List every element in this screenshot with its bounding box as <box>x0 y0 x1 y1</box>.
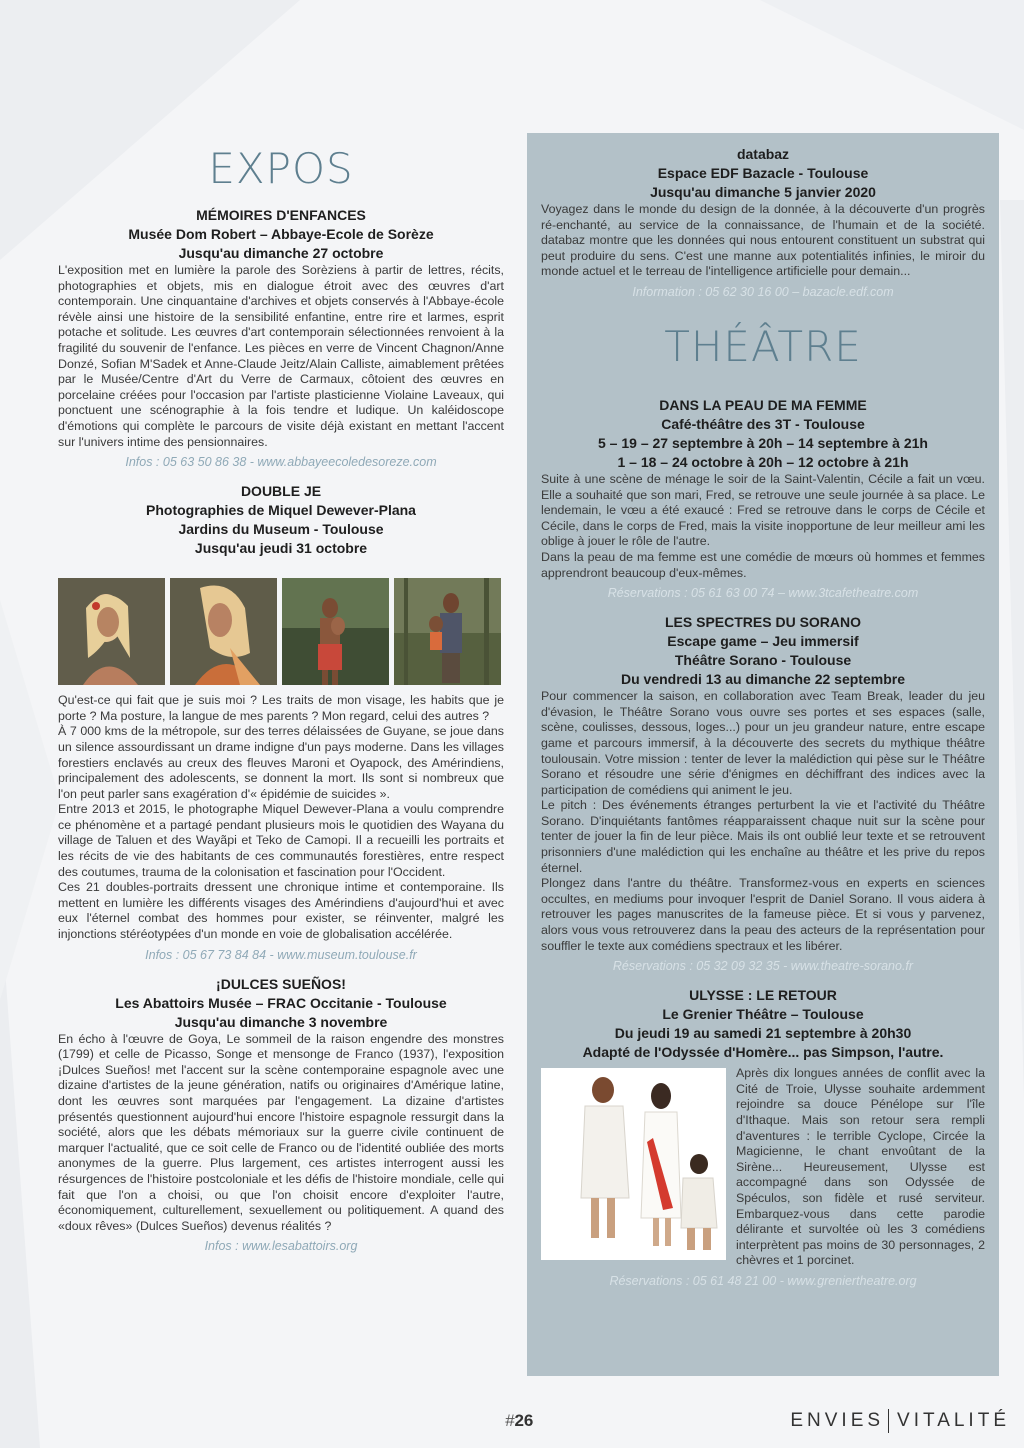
event-date: Du jeudi 19 au samedi 21 septembre à 20h30 <box>614 1025 912 1042</box>
event-databaz <box>541 145 985 300</box>
portrait-photo <box>58 578 165 685</box>
event-date: Jusqu'au dimanche 5 janvier 2020 <box>650 184 876 200</box>
event-dans-la-peau <box>541 396 985 601</box>
event-venue: Espace EDF Bazacle - Toulouse <box>657 165 869 181</box>
event-title: ULYSSE : LE RETOUR <box>689 987 837 1004</box>
paragraph: Après dix longues années de conflit avec la Cité de Troie, Ulysse souhaite ardemment rejoindre sa douce Pénélope sur l'île d'Ithaque. Mais son retour sera rempli d'aventures : le terrible Cyclope, Circée la Magicienne, le chant envoûtant de la Sirène... Heureusement, Ulysse est accompagné dans son Odyssée de Spéculos, son fidèle et rusé serviteur. Embarquez-vous dans cette parodie délirante et survoltée où les 3 comédiens interprètent pas moins de 30 personnages, 2 chèvres et 1 porcinet. <box>736 1066 985 1268</box>
event-title: DOUBLE JE <box>240 483 322 500</box>
event-description <box>58 1032 504 1235</box>
event-description <box>541 472 985 581</box>
portrait-photo <box>282 578 389 685</box>
expos-title: EXPOS <box>208 144 354 193</box>
theatre-title: THÉÂTRE <box>664 321 862 371</box>
page-num: 26 <box>514 1411 534 1430</box>
event-venue: Les Abattoirs Musée – FRAC Occitanie - Toulouse <box>115 994 447 1011</box>
event-subtitle: Photographies de Miquel Dewever-Plana <box>146 502 416 519</box>
event-subtitle: Escape game – Jeu immersif <box>667 633 859 650</box>
event-description <box>58 263 504 450</box>
paragraph: À 7 000 kms de la métropole, sur des terres délaissées de Guyane, se joue dans un silence assourdissant un drame indigne d'un pays moderne. Dans les villages forestiers enclavés au creux des fleuves Maroni et Oyapock, des Amérindiens, principalement des adolescents, se donnent la mort. Ils sont si nombreux que l'on peut parler sans exagération d'« épidémie de suicides ». <box>58 724 504 801</box>
event-info-link[interactable]: Réservations : 05 61 48 21 00 - www.greniertheatre.org <box>609 1273 917 1288</box>
event-title: ¡DULCES SUEÑOS! <box>216 975 346 992</box>
page-number <box>505 1411 533 1431</box>
event-venue: Le Grenier Théâtre – Toulouse <box>662 1006 864 1023</box>
ulysse-content <box>541 1066 985 1269</box>
event-date: 1 – 18 – 24 octobre à 20h – 12 octobre à 21h <box>617 453 909 470</box>
paragraph: Suite à une scène de ménage le soir de la Saint-Valentin, Cécile a fait un vœu. Elle a souhaité que son mari, Fred, se retrouve une seule journée à sa place. Le lendemain, le vœu a été exaucé : Fred se retrouve dans le corps de Cécile et Cécile, dans le corps de Fred, mais la visite inopportune de leur meilleur ami les oblige à jouer le rôle de l'autre. <box>541 471 985 549</box>
event-date: Jusqu'au jeudi 31 octobre <box>194 540 368 557</box>
paragraph: Qu'est-ce qui fait que je suis moi ? Les traits de mon visage, les habits que je porte ? Ma posture, la langue de mes parents ? Mon regard, celui des autres ? <box>58 693 504 723</box>
event-venue: Café-théâtre des 3T - Toulouse <box>661 415 865 432</box>
brand-left: ENVIES <box>790 1410 885 1432</box>
paragraph: Dans la peau de ma femme est une comédie de mœurs où hommes et femmes apprendront beaucoup d'eux-mêmes. <box>541 549 985 580</box>
event-memoires-denfances <box>58 206 504 470</box>
paragraph: En écho à l'œuvre de Goya, Le sommeil de la raison engendre des monstres (1799) et celle de Picasso, Songe et mensonge de Franco (1937), l'exposition ¡Dulces Sueños! met l'accent sur la scène contemporaine espagnole avec une dizaine d'artistes de la jeune génération, natifs ou originaires d'Amérique latine, dont les œuvres sont marquées par l'engagement. La dizaine d'artistes présentés questionnent aujourd'hui encore l'histoire espagnole ressurgit dans la société, alors que les débats mémoriaux sur la guerre civile continuent de marquer l'actualité, que ce soit celle de Franco ou de l'identité oubliée des morts anonymes de la guerre. Plus largement, ces artistes interrogent aussi les résurgences de l'histoire postcoloniale et les défis de l'histoire mondiale, celle qui fait que l'on a choisi, ou que l'on choisit encore d'exploiter l'autre, économiquement, culturellement, sexuellement ou politiquement. A quand des «doux rêves» (Dulces Sueños) devenus réalités ? <box>58 1031 504 1233</box>
event-ulysse <box>541 986 985 1289</box>
expos-column <box>58 140 504 1266</box>
paragraph: Pour commencer la saison, en collaboration avec Team Break, leader du jeu d'évasion, le Théâtre Sorano vous ouvre ses portes et ses espaces (salle, scène, coulisses, dessous, loges...) pour un jeu grandeur nature, entre escape game et parcours immersif, à la découverte des secrets du mythique théâtre toulousain. Votre mission : tenter de lever la malédiction qui pèse sur le Théâtre Sorano et résoudre une série d'énigmes en déchiffrant des indices avec la participation de comédiens qui animent le jeu. <box>541 689 985 797</box>
event-title: DANS LA PEAU DE MA FEMME <box>659 396 867 413</box>
event-info-link[interactable]: Réservations : 05 32 09 32 35 - www.theatre-sorano.fr <box>612 959 914 974</box>
event-date: Du vendredi 13 au dimanche 22 septembre <box>621 671 905 688</box>
paragraph: L'exposition met en lumière la parole des Sorèziens à partir de lettres, récits, photographies et objets, mis en dialogue étroit avec des œuvres d'art contemporain. Une cinquantaine d'archives et objets conservés à l'Abbaye-école révèle ainsi une histoire de la sensibilité enfantine, entre rire et larmes, esprit potache et solitude. Les œuvres d'art contemporain sélectionnées renvoient à la fragilité du souvenir de l'enfance. Les pièces en verre de Vincent Chagnon/Anne Donzé, Sofian M'Sadek et Anne-Claude Jeitz/Alain Calliste, aimablement prêtées par le Musée/Centre d'Art du Verre de Carmaux, côtoient des œuvres en porcelaine créées pour l'occasion par l'artiste plasticienne Violaine Laveaux, qui ponctuent une scénographie à la fois tendre et ludique. Un kaléidoscope d'émotions qui complète le parcours de visite déjà existant en mettant l'accent sur l'univers intime des pensionnaires. <box>58 263 504 449</box>
event-venue: Théâtre Sorano - Toulouse <box>674 652 852 669</box>
brand-separator <box>888 1409 889 1433</box>
portrait-photo <box>394 578 501 685</box>
event-date: Jusqu'au dimanche 3 novembre <box>174 1013 388 1030</box>
event-title: MÉMOIRES D'ENFANCES <box>196 207 366 223</box>
event-description <box>58 693 504 943</box>
event-title: LES SPECTRES DU SORANO <box>664 614 862 631</box>
event-description <box>541 689 985 954</box>
brand-right: VITALITÉ <box>897 1410 1010 1432</box>
actors-photo <box>541 1068 726 1260</box>
paragraph: Ces 21 doubles-portraits dressent une chronique intime et contemporaine. Ils mettent en lumière les différents visages des Amérindiens d'aujourd'hui et avec eux l'éternel combat des hommes pour exister, se réinventer, malgré les injonctions stéréotypées d'un monde en voie de globalisation accélérée. <box>58 880 504 942</box>
event-date: 5 – 19 – 27 septembre à 20h – 14 septembre à 21h <box>598 434 928 451</box>
event-description <box>541 202 985 280</box>
event-info-link[interactable]: Infos : 05 63 50 86 38 - www.abbayeecoledesoreze.com <box>125 455 437 470</box>
page-hash: # <box>505 1411 515 1430</box>
event-double-je <box>58 482 504 963</box>
event-title: databaz <box>736 146 790 162</box>
event-spectres-sorano <box>541 613 985 974</box>
magazine-brand <box>790 1409 1010 1433</box>
event-info-link[interactable]: Réservations : 05 61 63 00 74 – www.3tcafetheatre.com <box>607 586 919 601</box>
paragraph: Le pitch : Des événements étranges perturbent la vie et l'activité du Théâtre Sorano. D'inquiétants fantômes réapparaissent chaque nuit sur la scène pour tenter de jouer la fin de leur pièce. Mais ils ont oublié leur texte et se retrouvent prisonniers d'une malédiction qui les enchaîne au théâtre et les prive du repos éternel. <box>541 798 985 875</box>
event-venue: Jardins du Museum - Toulouse <box>178 521 384 538</box>
theatre-column <box>527 133 999 1376</box>
event-subtitle: Adapté de l'Odyssée d'Homère... pas Simpson, l'autre. <box>582 1044 944 1061</box>
event-venue: Musée Dom Robert – Abbaye-Ecole de Sorèze <box>128 226 434 242</box>
paragraph: Entre 2013 et 2015, le photographe Miquel Dewever-Plana a voulu comprendre ce phénomène et a partagé pendant plusieurs mois le quotidien des Wayana du village de Taluen et des Wayãpi et Teko de Camopi. Il a recueilli les portraits et les récits de vie des habitants de ces communautés forestières, entre respect des coutumes, trauma de la colonisation et fascination pour l'Occident. <box>58 802 504 879</box>
portrait-photo <box>170 578 277 685</box>
event-info-link[interactable]: Infos : www.lesabattoirs.org <box>204 1239 358 1254</box>
event-info-link[interactable]: Information : 05 62 30 16 00 – bazacle.edf.com <box>632 284 894 299</box>
event-dulces-suenos <box>58 975 504 1255</box>
paragraph: Plongez dans l'antre du théâtre. Transformez-vous en experts en sciences occultes, en mediums pour invoquer l'esprit de Daniel Sorano. Il vous aidera à retrouver les pages manuscrites de la fameuse pièce. Et si vous y parvenez, alors vous vous retrouverez dans la peau des acteurs de la représentation pour souffler le texte aux comédiens spectraux et les libérer. <box>541 876 985 953</box>
event-date: Jusqu'au dimanche 27 octobre <box>178 245 384 261</box>
event-info-link[interactable]: Infos : 05 67 73 84 84 - www.museum.toulouse.fr <box>145 947 417 962</box>
photo-row <box>58 578 504 685</box>
paragraph: Voyagez dans le monde du design de la donnée, à la découverte d'un progrès ré-enchanté, au service de la connaissance, de l'humain et de la société. databaz montre que les données qui nous entourent constituent un substrat qui peut produire du sens. C'est une manne aux potentialités infinies, le miroir du monde actuel et le terreau de l'intelligence artificielle pour demain... <box>541 202 985 279</box>
